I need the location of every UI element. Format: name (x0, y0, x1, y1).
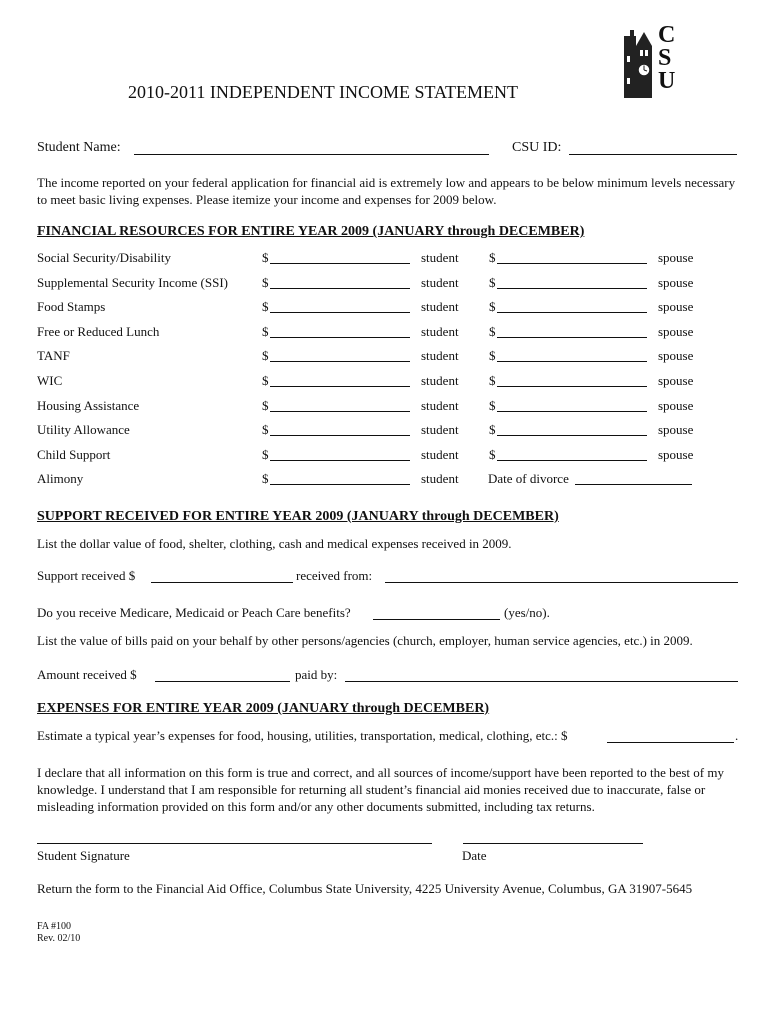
date-field[interactable] (463, 843, 643, 844)
support-heading: SUPPORT RECEIVED FOR ENTIRE YEAR 2009 (JANUARY through DECEMBER) (37, 509, 559, 524)
resource-label: Supplemental Security Income (SSI) (37, 275, 228, 290)
support-received-field[interactable] (151, 582, 293, 583)
student-amount-field[interactable] (270, 361, 410, 362)
spouse-label: spouse (658, 447, 694, 462)
resource-label: Free or Reduced Lunch (37, 324, 160, 339)
logo-letter-c: C (658, 22, 676, 48)
dollar-sign: $ (262, 275, 269, 290)
expenses-heading: EXPENSES FOR ENTIRE YEAR 2009 (JANUARY through DECEMBER) (37, 701, 490, 716)
resource-label: Housing Assistance (37, 398, 140, 413)
student-label: student (421, 447, 459, 462)
dollar-sign: $ (489, 275, 496, 290)
resource-label: TANF (37, 348, 70, 363)
student-name-label: Student Name: (37, 140, 121, 155)
declaration-paragraph: I declare that all information on this form is true and correct, and all sources of income/support have been reported to the best of my knowledge. I understand that I am responsible for returning all student’s financial aid monies received due to inaccurate, false or misleading information provided on this form and/or any other documents submitted, including tax returns. (37, 765, 724, 814)
student-amount-field[interactable] (270, 411, 410, 412)
student-label: student (421, 422, 459, 437)
student-amount-field[interactable] (270, 263, 410, 264)
dollar-sign: $ (262, 398, 269, 413)
resource-label: Child Support (37, 447, 111, 462)
dollar-sign: $ (489, 299, 496, 314)
page-title: 2010-2011 INDEPENDENT INCOME STATEMENT (128, 82, 519, 102)
resource-label: Alimony (37, 471, 84, 486)
form-number: FA #100 (37, 921, 71, 932)
expenses-period: . (735, 728, 739, 743)
support-instructions: List the dollar value of food, shelter, clothing, cash and medical expenses received in 2009. (37, 536, 512, 551)
received-from-field[interactable] (385, 582, 738, 583)
bills-instructions: List the value of bills paid on your behalf by other persons/agencies (church, employer, human service agencies, etc.) in 2009. (37, 633, 693, 648)
date-label: Date (462, 848, 487, 863)
spouse-amount-field[interactable] (497, 337, 647, 338)
divorce-date-field[interactable] (575, 484, 692, 485)
spouse-amount-field[interactable] (497, 288, 647, 289)
dollar-sign: $ (262, 471, 269, 486)
spouse-amount-field[interactable] (497, 411, 647, 412)
medicare-question: Do you receive Medicare, Medicaid or Peach Care benefits? (37, 605, 351, 620)
dollar-sign: $ (489, 250, 496, 265)
resource-label: Social Security/Disability (37, 250, 171, 265)
paid-by-field[interactable] (345, 681, 738, 682)
student-amount-field[interactable] (270, 484, 410, 485)
spouse-label: spouse (658, 422, 694, 437)
resource-row (0, 422, 770, 440)
spouse-label: spouse (658, 275, 694, 290)
csu-id-label: CSU ID: (512, 140, 562, 155)
student-label: student (421, 324, 459, 339)
spouse-label: spouse (658, 348, 694, 363)
resource-row (0, 299, 770, 317)
medicare-answer-field[interactable] (373, 619, 500, 620)
dollar-sign: $ (489, 324, 496, 339)
intro-paragraph: The income reported on your federal application for financial aid is extremely low and appears to be below minimum levels necessary to meet basic living expenses. Please itemize your income and expenses for 2009 below. (37, 175, 736, 207)
resource-row (0, 398, 770, 416)
dollar-sign: $ (489, 447, 496, 462)
received-from-label: received from: (296, 568, 373, 583)
student-amount-field[interactable] (270, 435, 410, 436)
student-amount-field[interactable] (270, 337, 410, 338)
student-label: student (421, 348, 459, 363)
support-received-label: Support received $ (37, 568, 136, 583)
resource-row (0, 348, 770, 366)
dollar-sign: $ (489, 422, 496, 437)
divorce-date-label: Date of divorce (488, 471, 569, 486)
student-label: student (421, 471, 459, 486)
student-amount-field[interactable] (270, 288, 410, 289)
resource-row (0, 275, 770, 293)
spouse-amount-field[interactable] (497, 263, 647, 264)
resource-row-alimony (0, 471, 770, 489)
dollar-sign: $ (262, 299, 269, 314)
spouse-amount-field[interactable] (497, 312, 647, 313)
dollar-sign: $ (262, 348, 269, 363)
spouse-amount-field[interactable] (497, 460, 647, 461)
student-amount-field[interactable] (270, 386, 410, 387)
student-signature-label: Student Signature (37, 848, 130, 863)
spouse-label: spouse (658, 373, 694, 388)
paid-by-label: paid by: (295, 667, 338, 682)
logo-letter-s: S (658, 45, 672, 71)
csu-logo (622, 22, 680, 98)
dollar-sign: $ (489, 348, 496, 363)
student-amount-field[interactable] (270, 312, 410, 313)
student-label: student (421, 398, 459, 413)
dollar-sign: $ (262, 447, 269, 462)
dollar-sign: $ (262, 422, 269, 437)
student-signature-field[interactable] (37, 843, 432, 844)
spouse-label: spouse (658, 324, 694, 339)
resource-label: WIC (37, 373, 63, 388)
return-instructions: Return the form to the Financial Aid Office, Columbus State University, 4225 University Avenue, Columbus, GA 31907-5645 (37, 881, 693, 896)
resource-row (0, 373, 770, 391)
resource-row (0, 447, 770, 465)
spouse-label: spouse (658, 398, 694, 413)
student-label: student (421, 275, 459, 290)
student-label: student (421, 373, 459, 388)
spouse-amount-field[interactable] (497, 361, 647, 362)
student-name-field[interactable] (134, 154, 489, 155)
resources-heading: FINANCIAL RESOURCES FOR ENTIRE YEAR 2009 (JANUARY through DECEMBER) (37, 224, 585, 239)
student-label: student (421, 250, 459, 265)
amount-received-label: Amount received $ (37, 667, 137, 682)
resource-row (0, 324, 770, 342)
student-label: student (421, 299, 459, 314)
spouse-amount-field[interactable] (497, 386, 647, 387)
student-amount-field[interactable] (270, 460, 410, 461)
yes-no-label: (yes/no). (504, 605, 550, 620)
expenses-estimate-field[interactable] (607, 742, 734, 743)
logo-letter-u: U (658, 68, 676, 94)
resource-row (0, 250, 770, 268)
amount-received-field[interactable] (155, 681, 290, 682)
dollar-sign: $ (262, 324, 269, 339)
dollar-sign: $ (489, 373, 496, 388)
expenses-estimate-label: Estimate a typical year’s expenses for food, housing, utilities, transportation, medical, clothing, etc.: $ (37, 728, 568, 743)
resource-label: Food Stamps (37, 299, 106, 314)
resource-label: Utility Allowance (37, 422, 130, 437)
spouse-label: spouse (658, 250, 694, 265)
revision-date: Rev. 02/10 (37, 933, 81, 944)
csu-id-field[interactable] (569, 154, 737, 155)
spouse-amount-field[interactable] (497, 435, 647, 436)
dollar-sign: $ (489, 398, 496, 413)
dollar-sign: $ (262, 373, 269, 388)
dollar-sign: $ (262, 250, 269, 265)
spouse-label: spouse (658, 299, 694, 314)
